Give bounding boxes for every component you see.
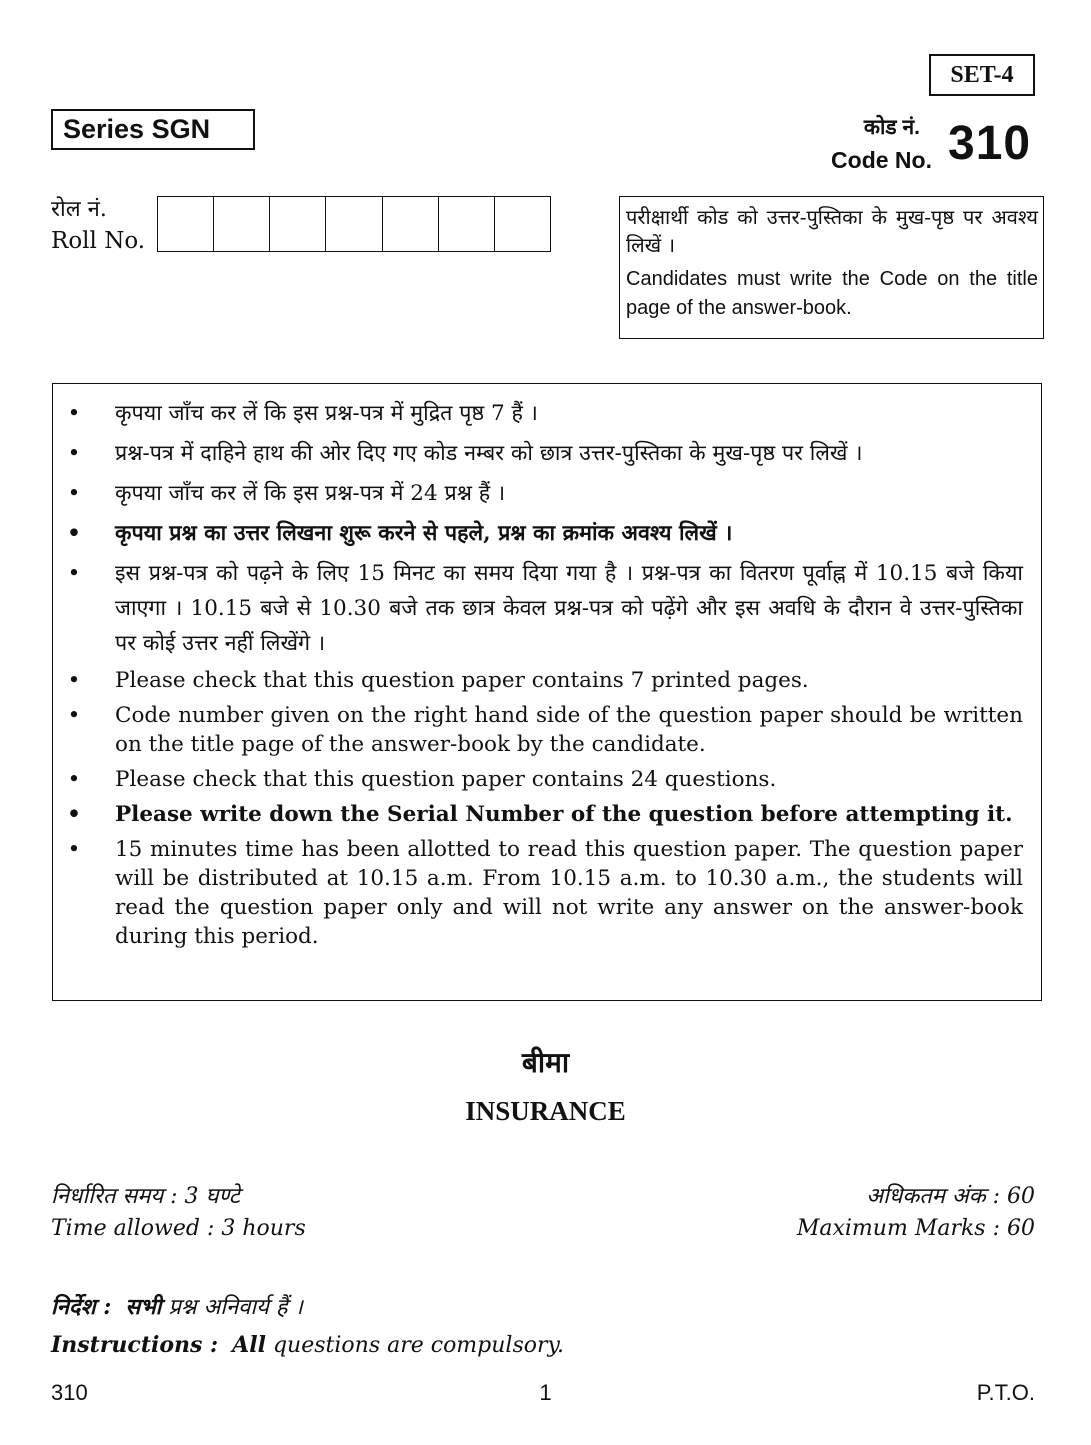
roll-label-english: Roll No. [51, 228, 146, 254]
page-number: 1 [539, 1380, 552, 1405]
instruction-text: प्रश्न-पत्र में दाहिने हाथ की ओर दिए गए कोड नम्बर को छात्र उत्तर-पुस्तिका के मुख-पृष्ठ पर लिखें । [115, 441, 863, 466]
instruction-item [53, 765, 1023, 794]
bullet-icon: • [67, 521, 81, 546]
code-number: 310 [948, 117, 1032, 170]
instruction-item [53, 701, 1023, 759]
bullet-icon: • [67, 837, 81, 862]
instruction-list [53, 396, 1023, 951]
roll-digit-box[interactable] [439, 197, 495, 251]
bullet-icon: • [67, 703, 81, 728]
set-label: SET-4 [929, 54, 1035, 96]
maximum-marks-hindi: अधिकतम अंक : 60 [866, 1184, 1035, 1209]
footer-code: 310 [51, 1380, 88, 1405]
roll-number-boxes[interactable] [157, 196, 551, 252]
roll-digit-box[interactable] [158, 197, 214, 251]
roll-digit-box[interactable] [495, 197, 550, 251]
time-allowed-hindi: निर्धारित समय : 3 घण्टे [51, 1184, 240, 1209]
instruction-item [53, 476, 1023, 511]
subject-title-hindi: बीमा [521, 1046, 570, 1079]
directions-label-hindi: निर्देश : [51, 1294, 112, 1320]
bullet-icon: • [67, 802, 81, 827]
bullet-icon: • [67, 481, 81, 506]
candidate-note-hindi: परीक्षार्थी कोड को उत्तर-पुस्तिका के मुख-पृष्ठ पर अवश्य लिखें । [626, 205, 1038, 257]
footer-pto: P.T.O. [976, 1380, 1035, 1405]
subject-title-english: INSURANCE [465, 1096, 626, 1126]
roll-digit-box[interactable] [383, 197, 439, 251]
instruction-text: Please check that this question paper contains 7 printed pages. [115, 668, 809, 693]
instruction-text: इस प्रश्न-पत्र को पढ़ने के लिए 15 मिनट का समय दिया गया है । प्रश्न-पत्र का वितरण पूर्वाह्न में 10.15 बजे किया जाएगा । 10.15 बजे से 10.30 बजे तक छात्र केवल प्रश्न-पत्र को पढ़ेंगे और इस अवधि के दौरान वे उत्तर-पुस्तिका पर कोई उत्तर नहीं लिखेंगे । [115, 561, 1023, 656]
instruction-item [53, 800, 1023, 829]
directions-rest-english: questions are compulsory. [265, 1333, 565, 1358]
instruction-item [53, 516, 1023, 551]
code-label-english: Code No. [831, 147, 932, 173]
roll-digit-box[interactable] [326, 197, 382, 251]
instruction-text: कृपया प्रश्न का उत्तर लिखना शुरू करने से पहले, प्रश्न का क्रमांक अवश्य लिखें । [115, 521, 733, 546]
instruction-text: कृपया जाँच कर लें कि इस प्रश्न-पत्र में 24 प्रश्न हैं । [115, 481, 506, 506]
instruction-item [53, 835, 1023, 951]
directions-strong-hindi: सभी [125, 1294, 162, 1320]
directions-english [51, 1332, 564, 1358]
instruction-item [53, 556, 1023, 661]
instruction-text: Please write down the Serial Number of the question before attempting it. [115, 802, 1013, 827]
instruction-item [53, 436, 1023, 471]
bullet-icon: • [67, 767, 81, 792]
instruction-text: Code number given on the right hand side of the question paper should be written on the title page of the answer-book by the candidate. [115, 703, 1023, 757]
roll-digit-box[interactable] [214, 197, 270, 251]
directions-label-english: Instructions : [51, 1332, 219, 1358]
maximum-marks-english: Maximum Marks : 60 [796, 1216, 1035, 1241]
directions-strong-english: All [232, 1332, 266, 1358]
bullet-icon: • [67, 401, 81, 426]
bullet-icon: • [67, 441, 81, 466]
roll-label-hindi: रोल नं. [51, 197, 107, 222]
directions-rest-hindi: प्रश्न अनिवार्य हैं । [161, 1295, 303, 1320]
bullet-icon: • [67, 668, 81, 693]
series-label: Series SGN [51, 109, 255, 150]
instruction-text: 15 minutes time has been allotted to read this question paper. The question paper will be distributed at 10.15 a.m. From 10.15 a.m. to 10.30 a.m., the students will read the question paper only and will not write any answer on the answer-book during this period. [115, 837, 1023, 949]
bullet-icon: • [67, 561, 81, 586]
instruction-item [53, 396, 1023, 431]
instruction-text: Please check that this question paper contains 24 questions. [115, 767, 777, 792]
instruction-item [53, 666, 1023, 695]
time-allowed-english: Time allowed : 3 hours [51, 1216, 306, 1241]
instruction-text: कृपया जाँच कर लें कि इस प्रश्न-पत्र में मुद्रित पृष्ठ 7 हैं । [115, 401, 538, 426]
directions-hindi [51, 1291, 303, 1321]
code-label-hindi: कोड नं. [863, 116, 920, 139]
roll-digit-box[interactable] [270, 197, 326, 251]
candidate-note [619, 196, 1044, 339]
candidate-note-english: Candidates must write the Code on the title page of the answer-book. [626, 268, 1038, 319]
general-instructions [52, 383, 1042, 1001]
